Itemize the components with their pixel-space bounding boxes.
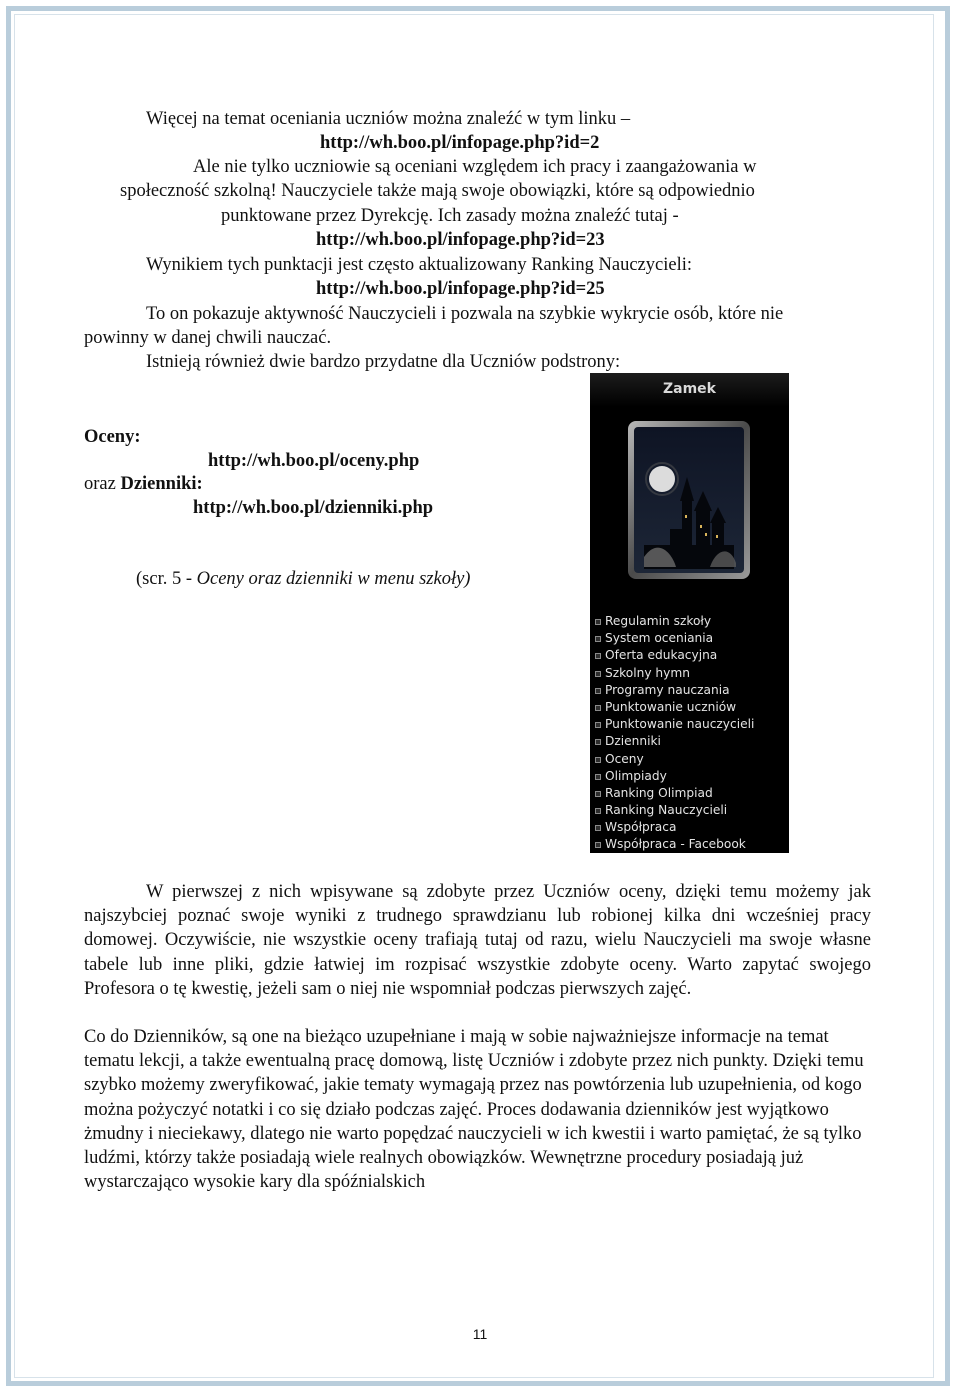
bullet-icon	[595, 739, 601, 745]
bullet-icon	[595, 671, 601, 677]
intro-line-8: Istnieją również dwie bardzo przydatne dla Uczniów podstrony:	[146, 352, 621, 372]
menu-item-label: Oferta edukacyjna	[605, 648, 718, 663]
caption-prefix: (scr. 5 -	[136, 569, 192, 589]
dzienniki-label: Dzienniki:	[120, 474, 203, 494]
intro-line-4: punktowane przez Dyrekcję. Ich zasady można znaleźć tutaj -	[221, 206, 679, 226]
menu-item-ranking-olimpiad[interactable]	[590, 785, 789, 802]
menu-item-label: Punktowanie nauczycieli	[605, 717, 755, 732]
menu-item-label: System oceniania	[605, 631, 714, 646]
menu-item-punktowanie-uczniow[interactable]	[590, 699, 789, 716]
menu-title: Zamek	[663, 381, 716, 397]
menu-item-label: Współpraca - Facebook	[605, 837, 746, 852]
menu-item-label: Programy nauczania	[605, 682, 730, 697]
menu-item-label: Ranking Olimpiad	[605, 785, 713, 800]
menu-item-oferta[interactable]	[590, 647, 789, 664]
dzienniki-row	[84, 473, 203, 495]
oceny-link[interactable]: http://wh.boo.pl/oceny.php	[208, 451, 420, 471]
menu-item-oceny[interactable]	[590, 751, 789, 768]
menu-item-hymn[interactable]	[590, 665, 789, 682]
menu-item-label: Dzienniki	[605, 734, 661, 749]
menu-item-programy[interactable]	[590, 682, 789, 699]
teacher-rules-link[interactable]: http://wh.boo.pl/infopage.php?id=23	[316, 230, 605, 250]
bullet-icon	[595, 825, 601, 831]
menu-list	[590, 613, 789, 854]
dzienniki-link[interactable]: http://wh.boo.pl/dzienniki.php	[193, 498, 434, 518]
menu-item-system-oceniania[interactable]	[590, 630, 789, 647]
menu-title-bar	[590, 373, 789, 407]
bullet-icon	[595, 808, 601, 814]
bullet-icon	[595, 653, 601, 659]
menu-item-wspolpraca-facebook[interactable]	[590, 836, 789, 853]
intro-line-7: powinny w danej chwili nauczać.	[84, 328, 332, 348]
intro-line-2: Ale nie tylko uczniowie są oceniani względem ich pracy i zaangażowania w	[193, 157, 757, 177]
paragraph-dzienniki: Co do Dzienników, są one na bieżąco uzupełniane i mają w sobie najważniejsze informacje na temat tematu lekcji, a także ewentualną pracę domową, listę Uczniów i zdobyte przez nich punkty. Dzięki temu szybko możemy zweryfikować, jakie tematy wymagają przez nas powtórzenia lub uzupełnienia, od kogo można pożyczyć notatki i co się działo podczas zajęć. Proces dodawania dzienników jest wyjątkowo żmudny i nieciekawy, dlatego nie warto popędzać nauczycieli w ich kwestii i warto pamiętać, że są tylko ludźmi, którzy także posiadają wiele realnych obowiązków. Wewnętrzne procedury posiadają już wystarczająco wysokie kary dla spóźnialskich	[84, 1027, 864, 1193]
caption-italic: Oceny oraz dzienniki w menu szkoły)	[196, 569, 471, 589]
menu-item-wspolpraca[interactable]	[590, 819, 789, 836]
menu-item-regulamin[interactable]	[590, 613, 789, 630]
menu-item-label: Ranking Nauczycieli	[605, 803, 728, 818]
bullet-icon	[595, 705, 601, 711]
oraz-word: oraz	[84, 474, 116, 494]
castle-picture	[624, 417, 754, 583]
menu-item-label: Oceny	[605, 751, 644, 766]
menu-item-label: Regulamin szkoły	[605, 614, 712, 628]
bullet-icon	[595, 688, 601, 694]
page-number: 11	[472, 1326, 488, 1342]
menu-item-label: Punktowanie uczniów	[605, 699, 737, 714]
oceny-label: Oceny:	[84, 427, 141, 447]
teacher-ranking-link[interactable]: http://wh.boo.pl/infopage.php?id=25	[316, 279, 605, 299]
bullet-icon	[595, 791, 601, 797]
intro-line-3: społeczność szkolną! Nauczyciele także mają swoje obowiązki, które są odpowiednio	[120, 181, 755, 201]
intro-line-5: Wynikiem tych punktacji jest często aktualizowany Ranking Nauczycieli:	[146, 255, 693, 275]
menu-item-ranking-nauczycieli[interactable]	[590, 802, 789, 819]
grading-link[interactable]: http://wh.boo.pl/infopage.php?id=2	[320, 133, 600, 153]
menu-item-label: Współpraca	[605, 820, 677, 835]
intro-line-6: To on pokazuje aktywność Nauczycieli i pozwala na szybkie wykrycie osób, które nie	[146, 304, 784, 324]
menu-item-punktowanie-nauczycieli[interactable]	[590, 716, 789, 733]
paragraph-oceny: W pierwszej z nich wpisywane są zdobyte przez Uczniów oceny, dzięki temu możemy jak najszybciej poznać swoje wyniki z trudnego sprawdzianu lub robionej kilka dni wcześniej pracy domowej. Oczywiście, nie wszystkie oceny trafiają tutaj od razu, wielu Nauczycieli ma swoje własne tabele lub inne pliki, gdzie łatwiej im rozpisać wszystkie zdobyte oceny. Warto zapytać swojego Profesora o tę kwestię, jeżeli sam o niej nie wspomniał podczas pierwszych zajęć.	[84, 882, 871, 999]
screenshot-caption	[136, 568, 470, 590]
menu-item-dzienniki[interactable]	[590, 733, 789, 750]
menu-item-label: Olimpiady	[605, 768, 667, 783]
bullet-icon	[595, 619, 601, 625]
bullet-icon	[595, 757, 601, 763]
menu-item-label: Szkolny hymn	[605, 665, 690, 680]
menu-item-olimpiady[interactable]	[590, 768, 789, 785]
school-menu-screenshot	[590, 373, 789, 853]
intro-line-1: Więcej na temat oceniania uczniów można znaleźć w tym linku –	[146, 109, 631, 129]
bullet-icon	[595, 636, 601, 642]
bullet-icon	[595, 774, 601, 780]
bullet-icon	[595, 842, 601, 848]
bullet-icon	[595, 722, 601, 728]
